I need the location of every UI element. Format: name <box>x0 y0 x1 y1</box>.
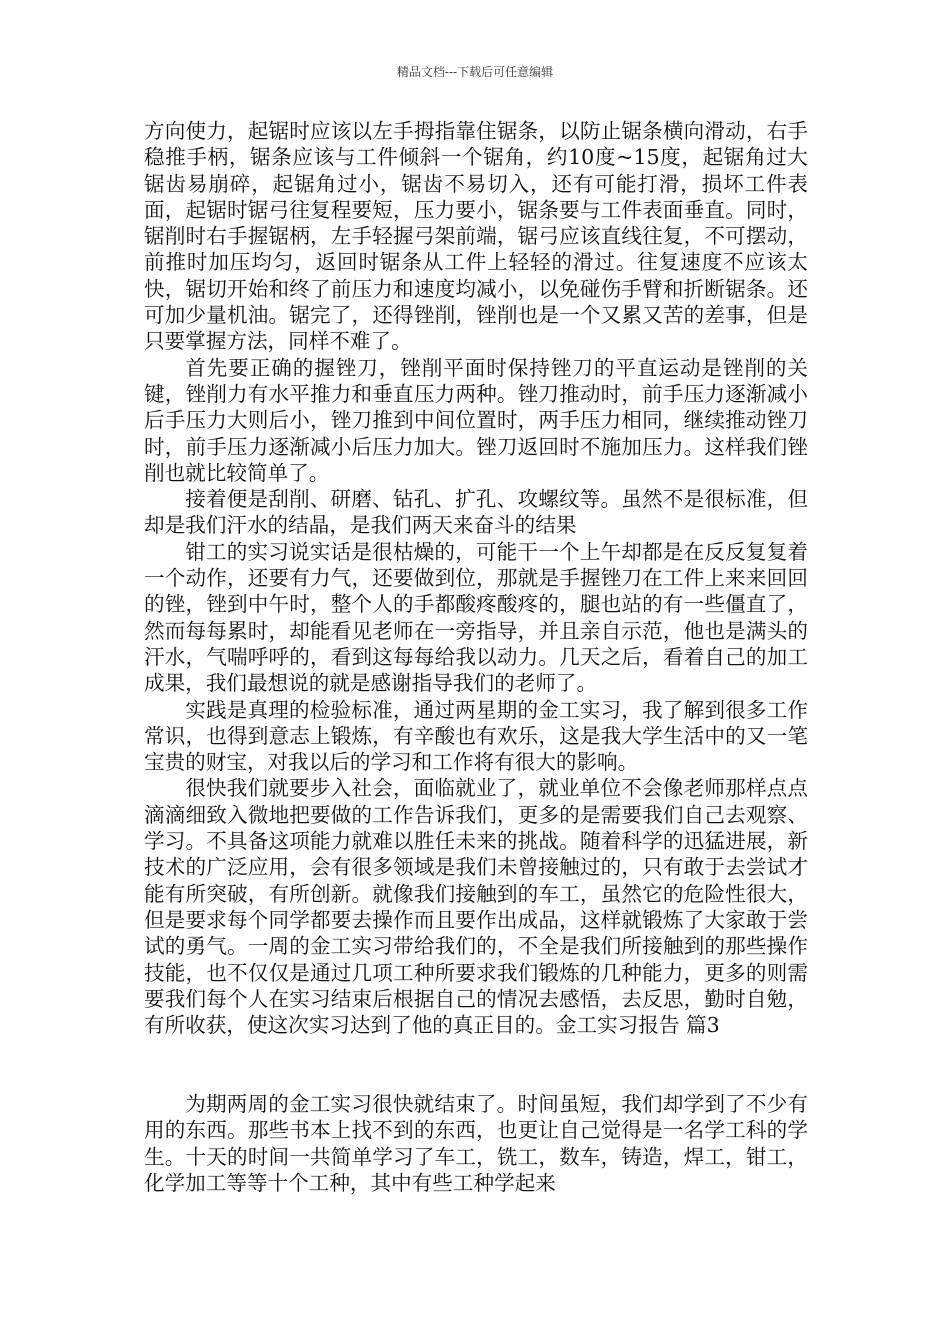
document-body <box>144 118 808 1196</box>
paragraph-6: 很快我们就要步入社会，面临就业了，就业单位不会像老师那样点点滴滴细致入微地把要做的工作告诉我们，更多的是需要我们自己去观察、学习。不具备这项能力就难以胜任未来的挑战。随着科学的迅猛进展，新技术的广泛应用，会有很多领域是我们未曾接触过的，只有敢于去尝试才能有所突破，有所创新。就像我们接触到的车工，虽然它的危险性很大，但是要求每个同学都要去操作而且要作出成品，这样就锻炼了大家敢于尝试的勇气。一周的金工实习带给我们的，不全是我们所接触到的那些操作技能，也不仅仅是通过几项工种所要求我们锻炼的几种能力，更多的则需要我们每个人在实习结束后根据自己的情况去感悟，去反思，勤时自勉，有所收获，使这次实习达到了他的真正目的。金工实习报告 篇3 <box>144 776 808 1038</box>
blank-line <box>144 1065 808 1091</box>
paragraph-1: 方向使力，起锯时应该以左手拇指靠住锯条，以防止锯条横向滑动，右手稳推手柄，锯条应该与工件倾斜一个锯角，约10度~15度，起锯角过大锯齿易崩碎，起锯角过小，锯齿不易切入，还有可能打滑，损坏工件表面，起锯时锯弓往复程要短，压力要小，锯条要与工件表面垂直。同时，锯削时右手握锯柄，左手轻握弓架前端，锯弓应该直线往复，不可摆动，前推时加压均匀，返回时锯条从工件上轻轻的滑过。往复速度不应该太快，锯切开始和终了前压力和速度均减小，以免碰伤手臂和折断锯条。还可加少量机油。锯完了，还得锉削，锉削也是一个又累又苦的差事，但是只要掌握方法，同样不难了。 <box>144 119 808 354</box>
paragraph-2: 首先要正确的握锉刀，锉削平面时保持锉刀的平直运动是锉削的关键，锉削力有水平推力和垂直压力两种。锉刀推动时，前手压力逐渐减小后手压力大则后小，锉刀推到中间位置时，两手压力相同，继续推动锉刀时，前手压力逐渐减小后压力加大。锉刀返回时不施加压力。这样我们锉削也就比较简单了。 <box>144 355 808 485</box>
page-header: 精品文档---下载后可任意编辑 <box>396 65 554 79</box>
paragraph-5: 实践是真理的检验标准，通过两星期的金工实习，我了解到很多工作常识，也得到意志上锻炼，有辛酸也有欢乐，这是我大学生活中的又一笔宝贵的财宝，对我以后的学习和工作将有很大的影响。 <box>144 697 808 775</box>
paragraph-7: 为期两周的金工实习很快就结束了。时间虽短，我们却学到了不少有用的东西。那些书本上找不到的东西，也更让自己觉得是一名学工科的学生。十天的时间一共简单学习了车工，铣工，数车，铸造，焊工，钳工，化学加工等等十个工种，其中有些工种学起来 <box>144 1091 808 1195</box>
paragraph-4: 钳工的实习说实话是很枯燥的，可能干一个上午却都是在反反复复着一个动作，还要有力气，还要做到位，那就是手握锉刀在工件上来来回回的锉，锉到中午时，整个人的手都酸疼酸疼的，腿也站的有一些僵直了，然而每每累时，却能看见老师在一旁指导，并且亲自示范，他也是满头的汗水，气喘呼呼的，看到这每每给我以动力。几天之后，看着自己的加工成果，我们最想说的就是感谢指导我们的老师了。 <box>144 539 808 696</box>
blank-line <box>144 1038 808 1064</box>
paragraph-3: 接着便是刮削、研磨、钻孔、扩孔、攻螺纹等。虽然不是很标准，但却是我们汗水的结晶，是我们两天来奋斗的结果 <box>144 487 808 538</box>
